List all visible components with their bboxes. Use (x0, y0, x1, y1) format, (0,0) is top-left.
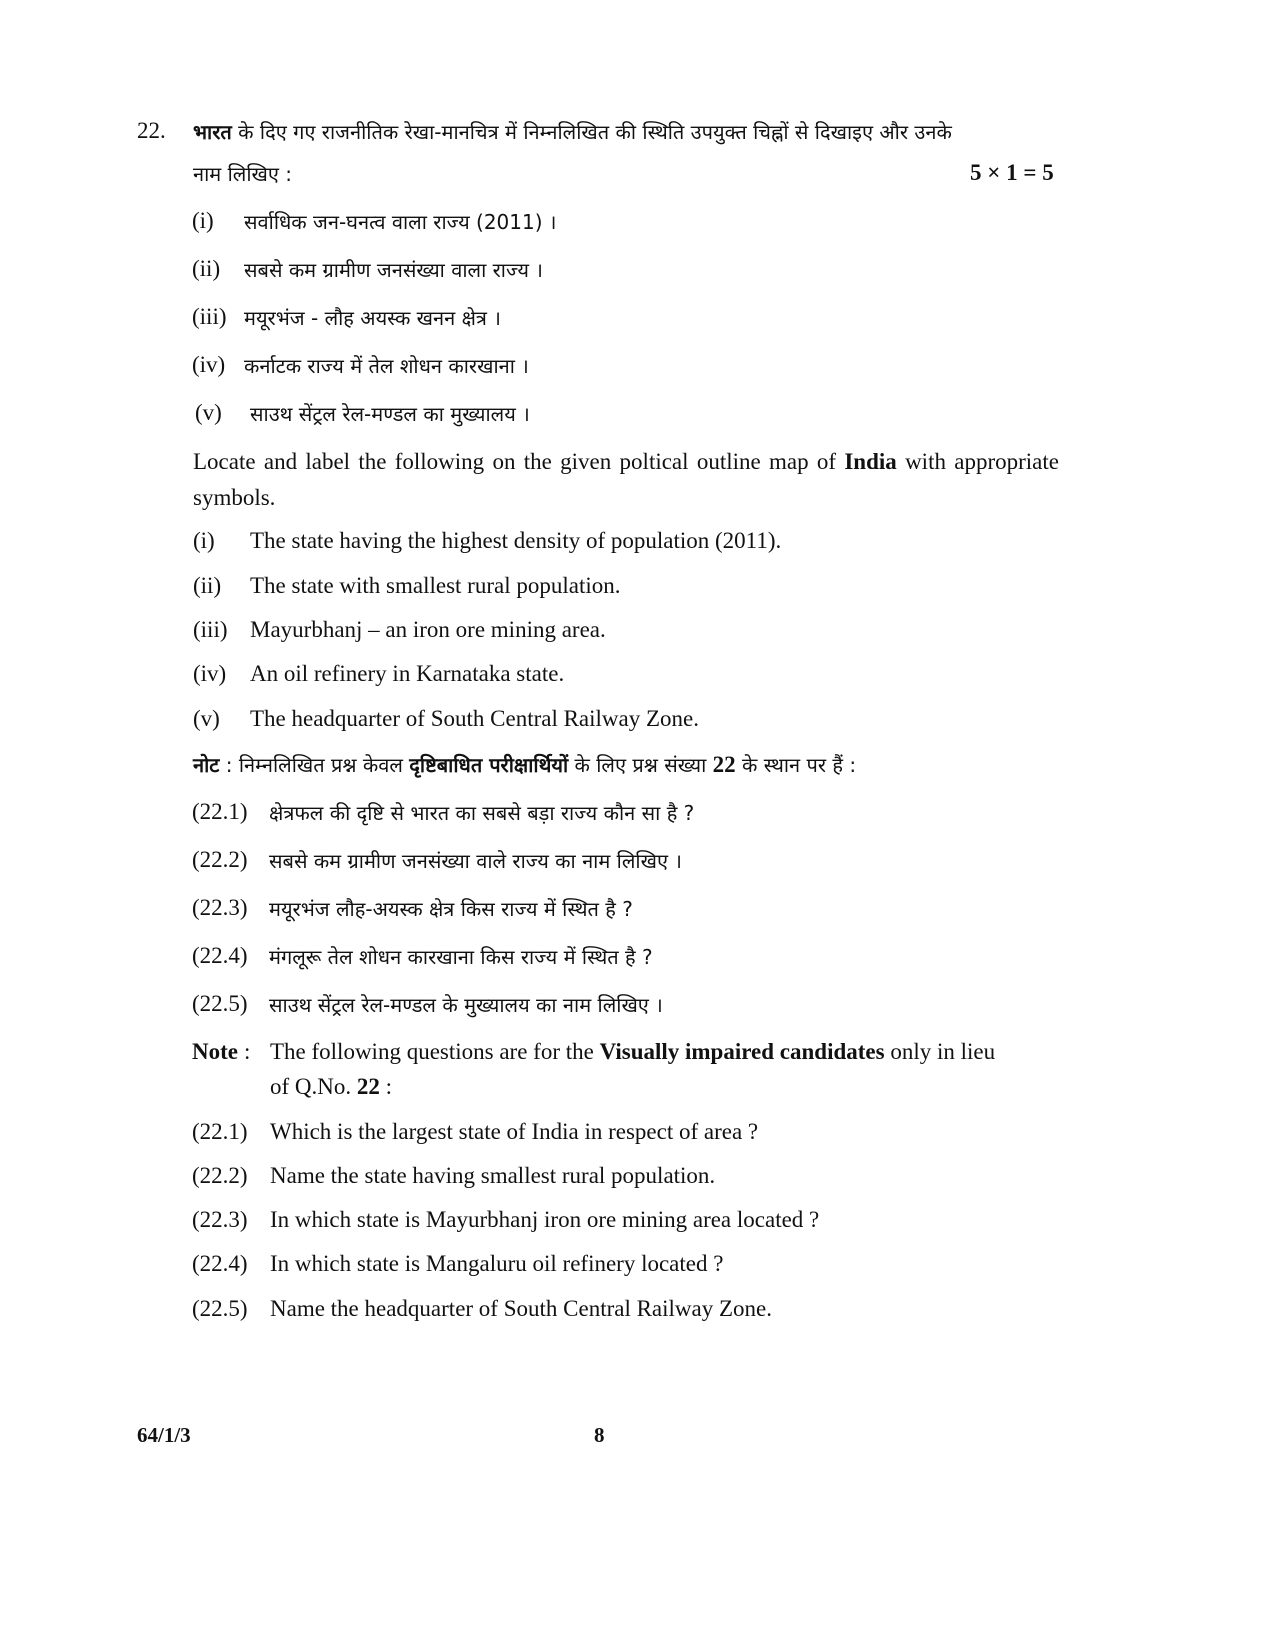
hindi-intro-rest: के दिए गए राजनीतिक रेखा-मानचित्र में निम्नलिखित की स्थिति उपयुक्त चिह्नों से दिखाइए और उनके (231, 120, 952, 144)
english-item-num: (ii) (193, 573, 222, 598)
english-note-line1 (270, 1039, 995, 1065)
hindi-item-num: (iv) (192, 352, 226, 377)
english-note-line2-before: of Q.No. (270, 1074, 357, 1099)
hindi-vi-text: क्षेत्रफल की दृष्टि से भारत का सबसे बड़ा राज्य कौन सा है ? (269, 801, 695, 825)
english-item-text: An oil refinery in Karnataka state. (250, 661, 565, 686)
page-number: 8 (594, 1423, 605, 1447)
english-note-line2-after: : (379, 1074, 393, 1099)
english-note-qno: 22 (356, 1074, 380, 1099)
english-note-label: Note (192, 1039, 238, 1064)
english-vi-text: Name the state having smallest rural population. (270, 1163, 716, 1188)
hindi-note (193, 751, 856, 778)
hindi-vi-text: मंगलूरू तेल शोधन कारखाना किस राज्य में स्थित है ? (269, 945, 653, 969)
hindi-vi-num: (22.2) (192, 847, 248, 872)
english-item-num: (iv) (193, 661, 227, 686)
paper-code: 64/1/3 (137, 1423, 191, 1447)
english-note-line2 (270, 1074, 392, 1100)
hindi-vi-text: सबसे कम ग्रामीण जनसंख्या वाले राज्य का नाम लिखिए । (269, 849, 682, 873)
hindi-item-text: सबसे कम ग्रामीण जनसंख्या वाला राज्य । (244, 258, 543, 282)
english-vi-text: Name the headquarter of South Central Railway Zone. (270, 1296, 773, 1321)
hindi-note-label: नोट (193, 753, 220, 777)
hindi-note-part3: के स्थान पर हैं : (735, 753, 857, 777)
hindi-item-num: (i) (192, 208, 214, 233)
hindi-item-text: कर्नाटक राज्य में तेल शोधन कारखाना । (244, 354, 529, 378)
english-vi-text: In which state is Mayurbhanj iron ore mining area located ? (270, 1207, 820, 1232)
english-item-text: The state with smallest rural population. (250, 573, 621, 598)
english-item-num: (iii) (193, 617, 228, 642)
english-item-text: Mayurbhanj – an iron ore mining area. (250, 617, 606, 642)
hindi-note-bold: दृष्टिबाधित परीक्षार्थियों (409, 753, 569, 777)
hindi-intro-bold: भारत (193, 120, 232, 144)
english-intro (193, 444, 1059, 516)
english-vi-text: In which state is Mangaluru oil refinery located ? (270, 1251, 724, 1276)
english-item-text: The state having the highest density of population (2011). (250, 528, 782, 553)
english-intro-bold: India (844, 449, 897, 474)
hindi-vi-num: (22.1) (192, 799, 248, 824)
english-vi-num: (22.1) (192, 1119, 248, 1144)
hindi-vi-num: (22.3) (192, 895, 248, 920)
hindi-vi-text: साउथ सेंट्रल रेल-मण्डल के मुख्यालय का नाम लिखिए । (269, 993, 663, 1017)
english-note-colon: : (244, 1039, 251, 1064)
english-vi-text: Which is the largest state of India in respect of area ? (270, 1119, 759, 1144)
marks-label: 5 × 1 = 5 (970, 160, 1054, 185)
question-number: 22. (137, 118, 166, 143)
hindi-note-part2: के लिए प्रश्न संख्या (568, 753, 713, 777)
english-vi-num: (22.3) (192, 1207, 248, 1232)
hindi-vi-num: (22.4) (192, 943, 248, 968)
hindi-item-text: साउथ सेंट्रल रेल-मण्डल का मुख्यालय । (250, 402, 530, 426)
hindi-item-text: मयूरभंज - लौह अयस्क खनन क्षेत्र । (244, 306, 501, 330)
english-vi-num: (22.2) (192, 1163, 248, 1188)
english-vi-num: (22.5) (192, 1296, 248, 1321)
hindi-item-num: (iii) (192, 304, 227, 329)
english-note-bold: Visually impaired candidates (599, 1039, 885, 1064)
hindi-intro-line2: नाम लिखिए : (193, 162, 293, 186)
english-note-part2: only in lieu (884, 1039, 996, 1064)
hindi-note-part1: : निम्नलिखित प्रश्न केवल (219, 753, 410, 777)
hindi-item-num: (ii) (192, 256, 221, 281)
english-note-part1: The following questions are for the (270, 1039, 600, 1064)
hindi-intro-line1 (193, 118, 1033, 145)
hindi-item-text: सर्वाधिक जन-घनत्व वाला राज्य (2011) । (244, 210, 557, 234)
hindi-vi-num: (22.5) (192, 991, 248, 1016)
english-intro-after: with appropriate symbols. (193, 449, 1059, 510)
english-intro-before: Locate and label the following on the given poltical outline map of (193, 449, 845, 474)
english-item-text: The headquarter of South Central Railway Zone. (250, 706, 699, 731)
english-vi-num: (22.4) (192, 1251, 248, 1276)
english-item-num: (i) (193, 528, 215, 553)
hindi-item-num: (v) (195, 400, 222, 425)
hindi-note-qno: 22 (712, 752, 736, 777)
english-item-num: (v) (193, 706, 220, 731)
hindi-vi-text: मयूरभंज लौह-अयस्क क्षेत्र किस राज्य में स्थित है ? (269, 897, 633, 921)
